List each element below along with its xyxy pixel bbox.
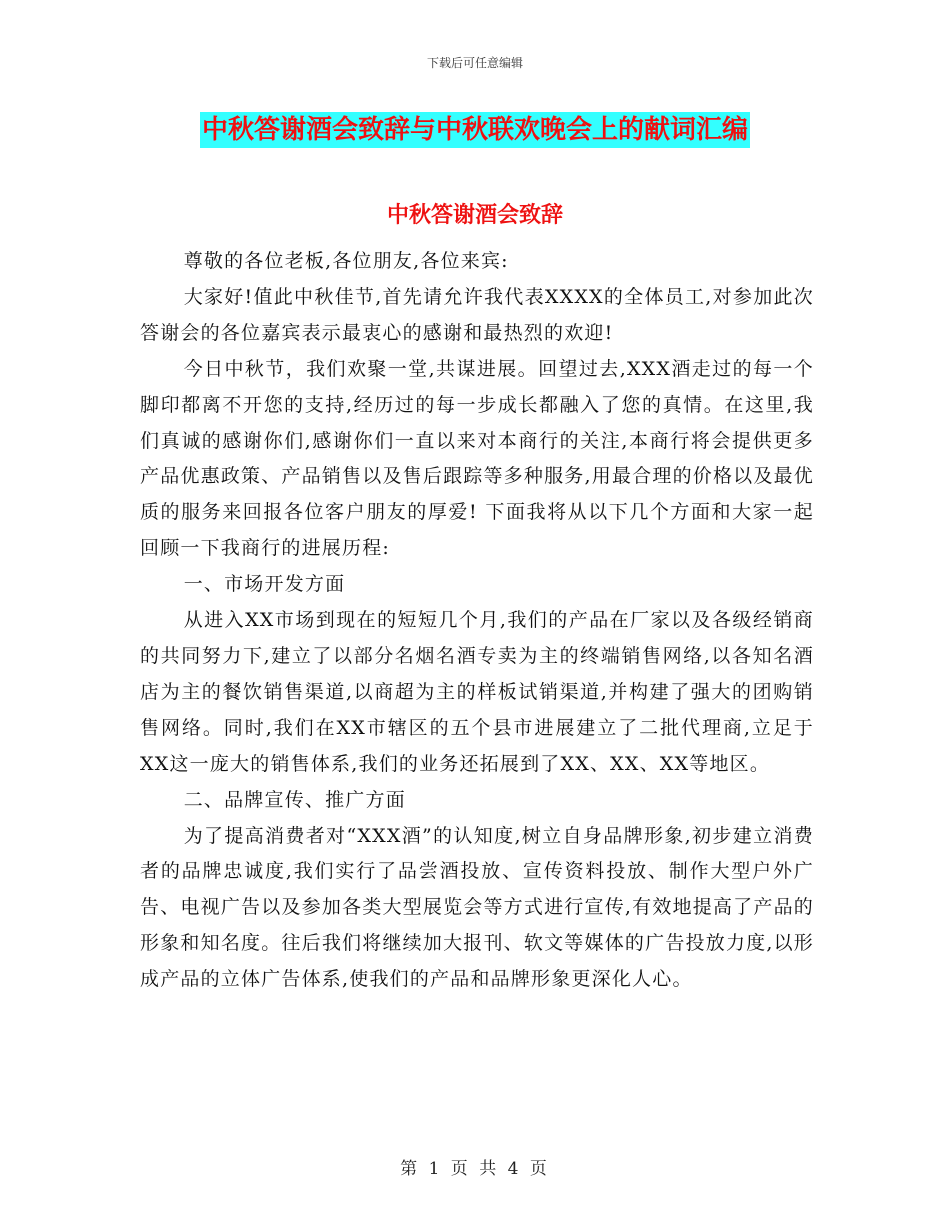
document-title: 中秋答谢酒会致辞与中秋联欢晚会上的献词汇编	[200, 112, 750, 148]
heading-brand-promotion: 二、品牌宣传、推广方面	[183, 788, 406, 811]
paragraph-greeting: 大家好!值此中秋佳节,首先请允许我代表XXXX的全体员工,对参加此次答谢会的各位嘉宾表示最衷心的感谢和最热烈的欢迎!	[140, 285, 814, 344]
paragraph-market-development: 从进入XX市场到现在的短短几个月,我们的产品在厂家以及各级经销商的共同努力下,建立了以部分名烟名酒专卖为主的终端销售网络,以各知名酒店为主的餐饮销售渠道,以商超为主的样板试销渠道,并构建了强大的团购销售网络。同时,我们在XX市辖区的五个县市进展建立了二批代理商,立足于XX这一庞大的销售体系,我们的业务还拓展到了XX、XX、XX等地区。	[140, 609, 814, 775]
document-body	[140, 244, 814, 998]
paragraph-review: 今日中秋节，我们欢聚一堂,共谋进展。回望过去,XXX酒走过的每一个脚印都离不开您的支持,经历过的每一步成长都融入了您的真情。在这里,我们真诚的感谢你们,感谢你们一直以来对本商行的关注,本商行将会提供更多产品优惠政策、产品销售以及售后跟踪等多种服务,用最合理的价格以及最优质的服务来回报各位客户朋友的厚爱! 下面我将从以下几个方面和大家一起回顾一下我商行的进展历程:	[140, 357, 814, 560]
paragraph-brand-promotion: 为了提高消费者对“XXX酒”的认知度,树立自身品牌形象,初步建立消费者的品牌忠诚度,我们实行了品尝酒投放、宣传资料投放、制作大型户外广告、电视广告以及参加各类大型展览会等方式进行宣传,有效地提高了产品的形象和知名度。往后我们将继续加大报刊、软文等媒体的广告投放力度,以形成产品的立体广告体系,使我们的产品和品牌形象更深化人心。	[140, 824, 814, 991]
section-title: 中秋答谢酒会致辞	[386, 203, 563, 228]
page-number: 第 1 页 共 4 页	[400, 1159, 550, 1179]
heading-market-development: 一、市场开发方面	[183, 573, 346, 596]
page-header-note: 下载后可任意编辑	[426, 56, 523, 70]
paragraph-salutation: 尊敬的各位老板,各位朋友,各位来宾:	[183, 250, 509, 272]
document-title-container	[0, 112, 950, 148]
